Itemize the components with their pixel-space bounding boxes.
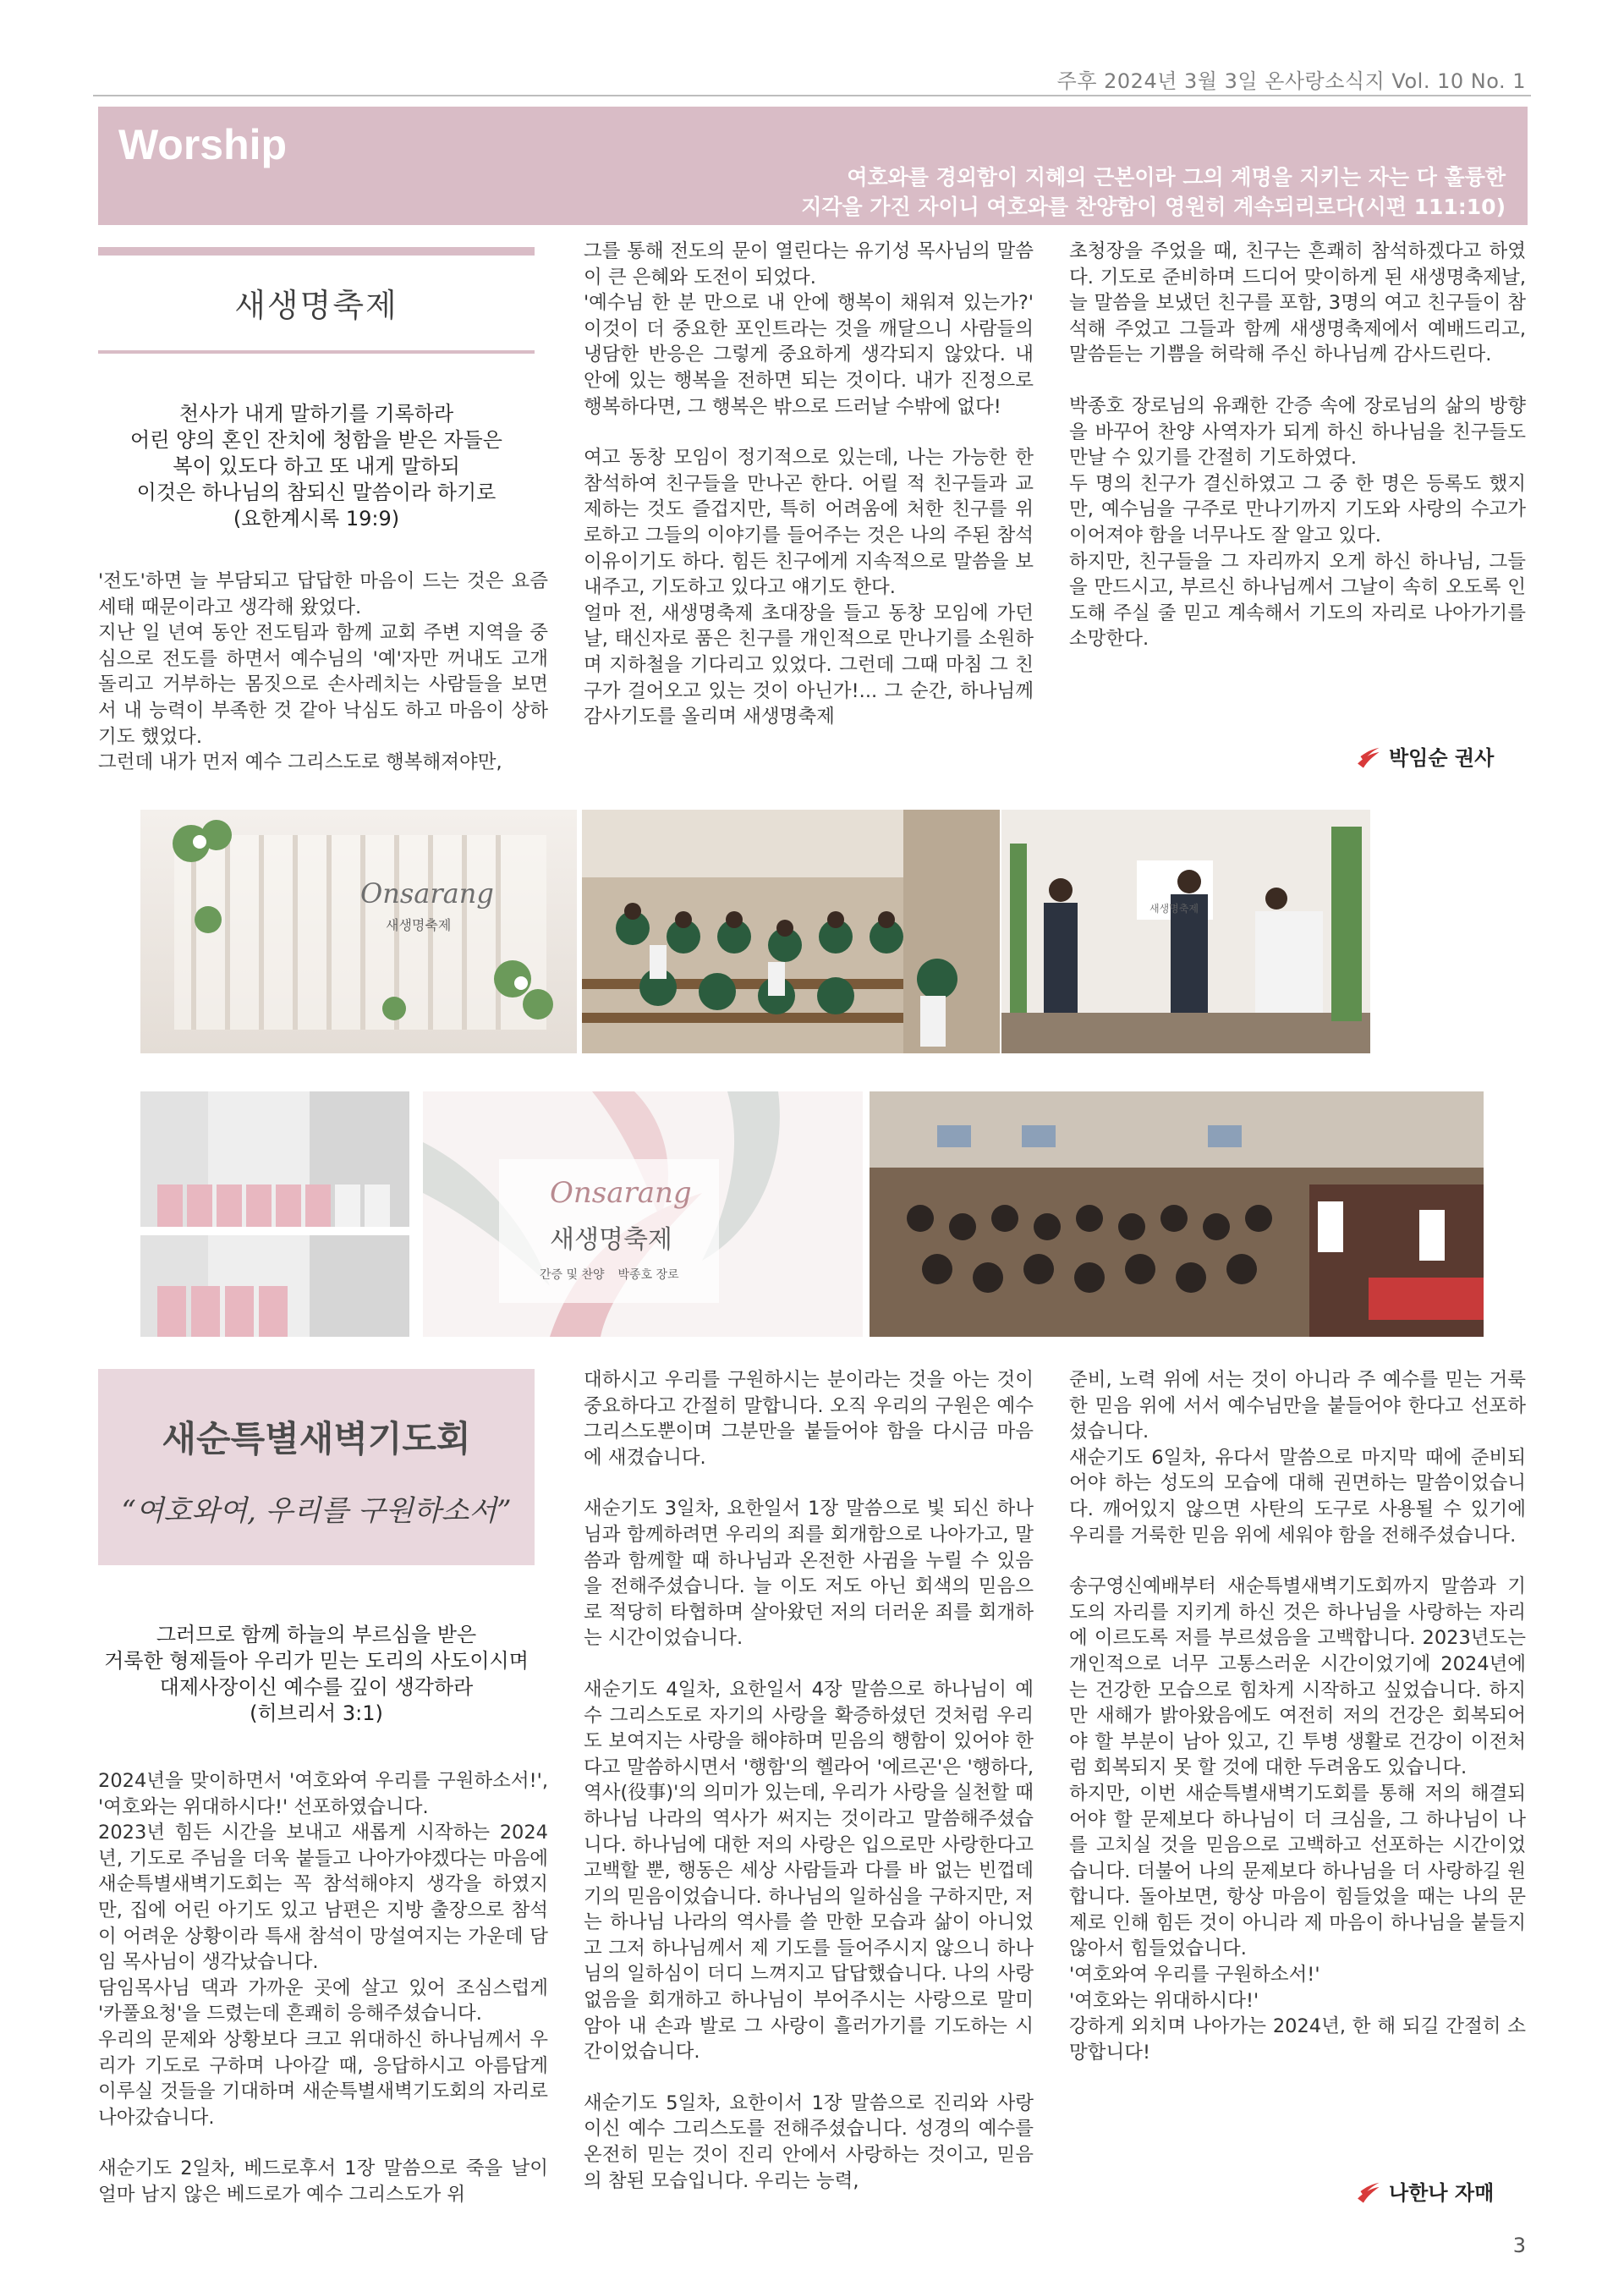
card-caption bbox=[540, 1266, 679, 1283]
paragraph: 지난 일 년여 동안 전도팀과 함께 교회 주변 지역을 중심으로 전도를 하면서 예수님의 '예'자만 꺼내도 고개돌리고 거부하는 몸짓으로 손사레치는 사람들을 보면서 내 능력이 부족한 것 같아 낙심도 하고 마음이 상하기도 했었다. bbox=[98, 622, 548, 748]
article-title: 새생명축제 bbox=[234, 287, 398, 324]
logo-script-text: Onsarang bbox=[360, 877, 494, 910]
paragraph-gap bbox=[584, 1470, 1034, 1496]
author-name: 박임순 권사 bbox=[1389, 746, 1495, 770]
paragraph: 얼마 전, 새생명축제 초대장을 들고 동창 모임에 가던 날, 태신자로 품은 친구를 개인적으로 만나기를 소원하며 지하철을 기다리고 있었다. 그런데 그때 마침 그 친구가 걸어오고 있는 것이 아닌가!... 그 순간, 하나님께 감사기도를 올리며 새생명축제 bbox=[584, 602, 1034, 728]
paragraph: 새순기도 3일차, 요한일서 1장 말씀으로 빛 되신 하나님과 함께하려면 우리의 죄를 회개함으로 나아가고, 말씀과 함께할 때 하나님과 온전한 사귐을 누릴 수 있음을 전해주셨습니다. 늘 이도 저도 아닌 회색의 믿음으로 적당히 타협하며 살아왔던 저의 더러운 죄를 회개하는 시간이었습니다. bbox=[584, 1498, 1034, 1650]
article2-column-2 bbox=[584, 1367, 1034, 2194]
article2-column-3 bbox=[1069, 1367, 1526, 2065]
masthead: 주후 2024년 3월 3일 온사랑소식지 Vol. 10 No. 1 bbox=[1056, 69, 1526, 93]
verse-line: 천사가 내게 말하기를 기록하라 bbox=[178, 402, 454, 426]
title-rule-bottom bbox=[98, 350, 535, 354]
paragraph: 강하게 외치며 나아가는 2024년, 한 해 되길 간절히 소망합니다! bbox=[1069, 2015, 1526, 2064]
banner-verse-line: 여호와를 경외함이 지혜의 근본이라 그의 계명을 지키는 자는 다 훌륭한 bbox=[847, 165, 1506, 190]
paragraph-gap bbox=[1069, 368, 1526, 393]
photo-congregation-choir bbox=[582, 810, 1000, 1053]
paragraph: 2023년 힘든 시간을 보내고 새롭게 시작하는 2024년, 기도로 주님을 더욱 붙들고 나아가야겠다는 마음에 새순특별새벽기도회는 꼭 참석해야지 생각을 하였지만, 집에 어린 아기도 있고 남편은 지방 출장으로 참석이 어려운 상황이라 특새 참석이 망설여지는 가운데 담임 목사님이 생각났습니다. bbox=[98, 1822, 548, 1974]
paragraph: 새순기도 5일차, 요한이서 1장 말씀으로 진리와 사랑이신 예수 그리스도를 전해주셨습니다. 성경의 예수를 온전히 믿는 것이 진리 안에서 사랑하는 것이고, 믿음의 참된 모습입니다. 우리는 능력, bbox=[584, 2091, 1034, 2192]
banner-verse bbox=[491, 162, 1506, 222]
article2-title-box bbox=[98, 1369, 535, 1565]
paragraph: 새순기도 6일차, 유다서 말씀으로 마지막 때에 준비되어야 하는 성도의 모습에 대해 권면하는 말씀이었습니다. 깨어있지 않으면 사탄의 도구로 사용될 수 있기에 우리를 거룩한 믿음 위에 세워야 함을 전해주셨습니다. bbox=[1069, 1446, 1526, 1547]
card-caption-2: 박종호 장로 bbox=[617, 1268, 679, 1282]
paragraph: 초청장을 주었을 때, 친구는 흔쾌히 참석하겠다고 하였다. 기도로 준비하며 드디어 맞이하게 된 새생명축제날, 늘 말씀을 보냈던 친구를 포함, 3명의 여고 친구들이 참석해 주었고 그들과 함께 새생명축제에서 예배드리고, 말씀듣는 기쁨을 허락해 주신 하나님께 감사드린다. bbox=[1069, 240, 1526, 366]
article-column-1 bbox=[98, 569, 548, 776]
card-caption-1: 간증 및 찬양 bbox=[540, 1268, 605, 1282]
photo-gift-bags bbox=[140, 1091, 409, 1337]
article-column-2 bbox=[584, 239, 1034, 730]
worship-banner bbox=[98, 107, 1528, 225]
verse-line: 그러므로 함께 하늘의 부르심을 받은 bbox=[156, 1623, 477, 1646]
masthead-rule bbox=[93, 95, 1531, 96]
title-rule-top bbox=[98, 247, 535, 256]
banner-verse-line: 지각을 가진 자이니 여호와를 찬양함이 영원히 계속되리로다(시편 111:10) bbox=[801, 195, 1506, 219]
verse-line: 복이 있도다 하고 또 내게 말하되 bbox=[173, 454, 460, 478]
paragraph: '여호와는 위대하시다!' bbox=[1069, 1989, 1259, 2012]
paragraph: 준비, 노력 위에 서는 것이 아니라 주 예수를 믿는 거룩한 믿음 위에 서서 예수님만을 붙들어야 한다고 선포하셨습니다. bbox=[1069, 1369, 1526, 1443]
paragraph: '전도'하면 늘 부담되고 답답한 마음이 드는 것은 요즘 세태 때문이라고 생각해 왔었다. bbox=[98, 570, 548, 618]
paragraph-gap bbox=[584, 420, 1034, 445]
paragraph: 그를 통해 전도의 문이 열린다는 유기성 목사님의 말씀이 큰 은혜와 도전이 되었다. bbox=[584, 240, 1034, 289]
paragraph: 송구영신예배부터 새순특별새벽기도회까지 말씀과 기도의 자리를 지키게 하신 것은 하나님을 사랑하는 자리에 이르도록 저를 부르셨음을 고백합니다. 2023년도는 개인적으로 너무 고통스러운 시간이었기에 2024년에는 건강한 모습으로 힘차게 시작하고 싶었습니다. 하지만 새해가 밝아왔음에도 여전히 저의 건강은 회복되어야 할 부분이 남아 있고, 긴 투병 생활로 건강이 이전처럼 회복되지 못 할 것에 대한 두려움도 있습니다. bbox=[1069, 1575, 1526, 1779]
paragraph: 두 명의 친구가 결신하였고 그 중 한 명은 등록도 했지만, 예수님을 구주로 만나기까지 기도와 사랑의 수고가 이어져야 함을 너무나도 잘 알고 있다. bbox=[1069, 472, 1526, 547]
scripture-verse-2 bbox=[98, 1622, 535, 1727]
verse-line: (히브리서 3:1) bbox=[250, 1701, 383, 1725]
article2-title: 새순특별새벽기도회 bbox=[162, 1418, 471, 1459]
paragraph-gap bbox=[584, 2065, 1034, 2091]
paragraph: 박종호 장로님의 유쾌한 간증 속에 장로님의 삶의 방향을 바꾸어 찬양 사역자가 되게 하신 하나님을 친구들도 만날 수 있기를 간절히 기도하였다. bbox=[1069, 394, 1526, 470]
logo-sub-text: 새생명축제 bbox=[386, 917, 452, 933]
card-script-text: Onsarang bbox=[550, 1176, 692, 1210]
photo-event-card bbox=[423, 1091, 863, 1337]
paragraph-gap bbox=[98, 2130, 548, 2156]
paragraph-gap bbox=[1069, 1548, 1526, 1574]
author-byline bbox=[1353, 741, 1494, 771]
paragraph: 하지만, 친구들을 그 자리까지 오게 하신 하나님, 그들을 만드시고, 부르신 하나님께서 그날이 속히 오도록 인도해 주실 줄 믿고 계속해서 기도의 자리로 나아가기를 소망한다. bbox=[1069, 550, 1526, 651]
author-byline-2 bbox=[1353, 2176, 1494, 2206]
paragraph: '예수님 한 분 만으로 내 안에 행복이 채워져 있는가?' 이것이 더 중요한 포인트라는 것을 깨달으니 사람들의 냉담한 반응은 그렇게 중요하게 생각되지 않았다. 내 안에 있는 행복을 전하면 되는 것이다. 내가 진정으로 행복하다면, 그 행복은 밖으로 드러날 수밖에 없다! bbox=[584, 292, 1034, 418]
paragraph: 새순기도 2일차, 베드로후서 1장 말씀으로 죽을 날이 얼마 남지 않은 베드로가 예수 그리스도가 위 bbox=[98, 2157, 548, 2206]
verse-line: 어린 양의 혼인 잔치에 청함을 받은 자들은 bbox=[130, 428, 502, 452]
article-column-3 bbox=[1069, 239, 1526, 652]
paragraph: 여고 동창 모임이 정기적으로 있는데, 나는 가능한 한 참석하여 친구들을 만나곤 한다. 어릴 적 친구들과 교제하는 것도 즐겁지만, 특히 어려움에 처한 친구를 위로하고 그들의 이야기를 들어주는 것은 나의 주된 참석 이유이기도 하다. 힘든 친구에게 지속적으로 말씀을 보내주고, 기도하고 있다고 얘기도 한다. bbox=[584, 447, 1034, 599]
verse-line: (요한계시록 19:9) bbox=[233, 507, 400, 530]
article2-column-1 bbox=[98, 1768, 548, 2208]
card-title: 새생명축제 bbox=[550, 1225, 672, 1255]
scripture-verse bbox=[98, 401, 535, 532]
stage-sign-text: 새생명축제 bbox=[1149, 903, 1199, 915]
paragraph: '여호와여 우리를 구원하소서!' bbox=[1069, 1964, 1320, 1987]
paragraph: 담임목사님 댁과 가까운 곳에 살고 있어 조심스럽게 '카풀요청'을 드렸는데 흔쾌히 응해주셨습니다. bbox=[98, 1976, 548, 2025]
church-logo-icon bbox=[1353, 742, 1382, 771]
paragraph: 하지만, 이번 새순특별새벽기도회를 통해 저의 해결되어야 할 문제보다 하나님이 더 크심을, 그 하나님이 나를 고치실 것을 믿음으로 고백하고 선포하는 시간이었습니다. 더불어 나의 문제보다 하나님을 더 사랑하길 원합니다. 돌아보면, 항상 마음이 힘들었을 때는 나의 문제로 인해 힘든 것이 아니라 제 마음이 하나님을 붙들지 않아서 힘들었습니다. bbox=[1069, 1782, 1526, 1960]
paragraph: 2024년을 맞이하면서 '여호와여 우리를 구원하소서!', '여호와는 위대하시다!' 선포하였습니다. bbox=[98, 1770, 548, 1818]
church-logo-icon bbox=[1353, 2177, 1382, 2206]
page-number: 3 bbox=[1512, 2234, 1526, 2257]
photo-stage-backdrop bbox=[140, 810, 577, 1053]
paragraph: 새순기도 4일차, 요한일서 4장 말씀으로 하나님이 예수 그리스도로 자기의 사랑을 확증하셨던 것처럼 우리도 보여지는 사랑을 해야하며 믿음의 행함이 있어야 한다고 말씀하시면서 '행함'의 헬라어 '에르곤'은 '행하다, 역사(役事)'의 의미가 있는데, 우리가 사랑을 실천할 때 하나님 나라의 역사가 써지는 것이라고 말씀해주셨습니다. 하나님에 대한 저의 사랑은 입으로만 사랑한다고 고백할 뿐, 행동은 세상 사람들과 다를 바 없는 빈껍데기의 믿음이었습니다. 하나님의 일하심을 구하지만, 저는 하나님 나라의 역사를 쓸 만한 모습과 삶이 아니었고 그저 하나님께서 제 기도를 들어주시지 않으니 하나님의 일하심이 더디 느껴지고 답답했습니다. 나의 사랑없음을 회개하고 하나님이 부어주시는 사랑으로 말미암아 내 손과 발로 그 사랑이 흘러가기를 기도하는 시간이었습니다. bbox=[584, 1678, 1034, 2064]
section-title: Worship bbox=[118, 121, 288, 168]
photo-worship-singers bbox=[1001, 810, 1370, 1053]
verse-line: 대제사장이신 예수를 깊이 생각하라 bbox=[159, 1675, 474, 1699]
author-name: 나한나 자매 bbox=[1389, 2181, 1495, 2205]
paragraph: 대하시고 우리를 구원하시는 분이라는 것을 아는 것이 중요하다고 간절히 말합니다. 오직 우리의 구원은 예수 그리스도뿐이며 그분만을 붙들어야 함을 다시금 마음에 새겼습니다. bbox=[584, 1369, 1034, 1469]
article2-subtitle: “여호와여, 우리를 구원하소서” bbox=[121, 1494, 512, 1528]
verse-line: 이것은 하나님의 참되신 말씀이라 하기로 bbox=[136, 481, 497, 504]
paragraph-gap bbox=[584, 1652, 1034, 1677]
verse-line: 거룩한 형제들아 우리가 믿는 도리의 사도이시며 bbox=[104, 1649, 529, 1673]
paragraph: 그런데 내가 먼저 예수 그리스도로 행복해져야만, bbox=[98, 751, 502, 774]
paragraph: 우리의 문제와 상황보다 크고 위대하신 하나님께서 우리가 기도로 구하며 나아갈 때, 응답하시고 아름답게 이루실 것들을 기대하며 새순특별새벽기도회의 자리로 나아갔습니다. bbox=[98, 2028, 548, 2129]
photo-sanctuary-audience bbox=[870, 1091, 1484, 1337]
